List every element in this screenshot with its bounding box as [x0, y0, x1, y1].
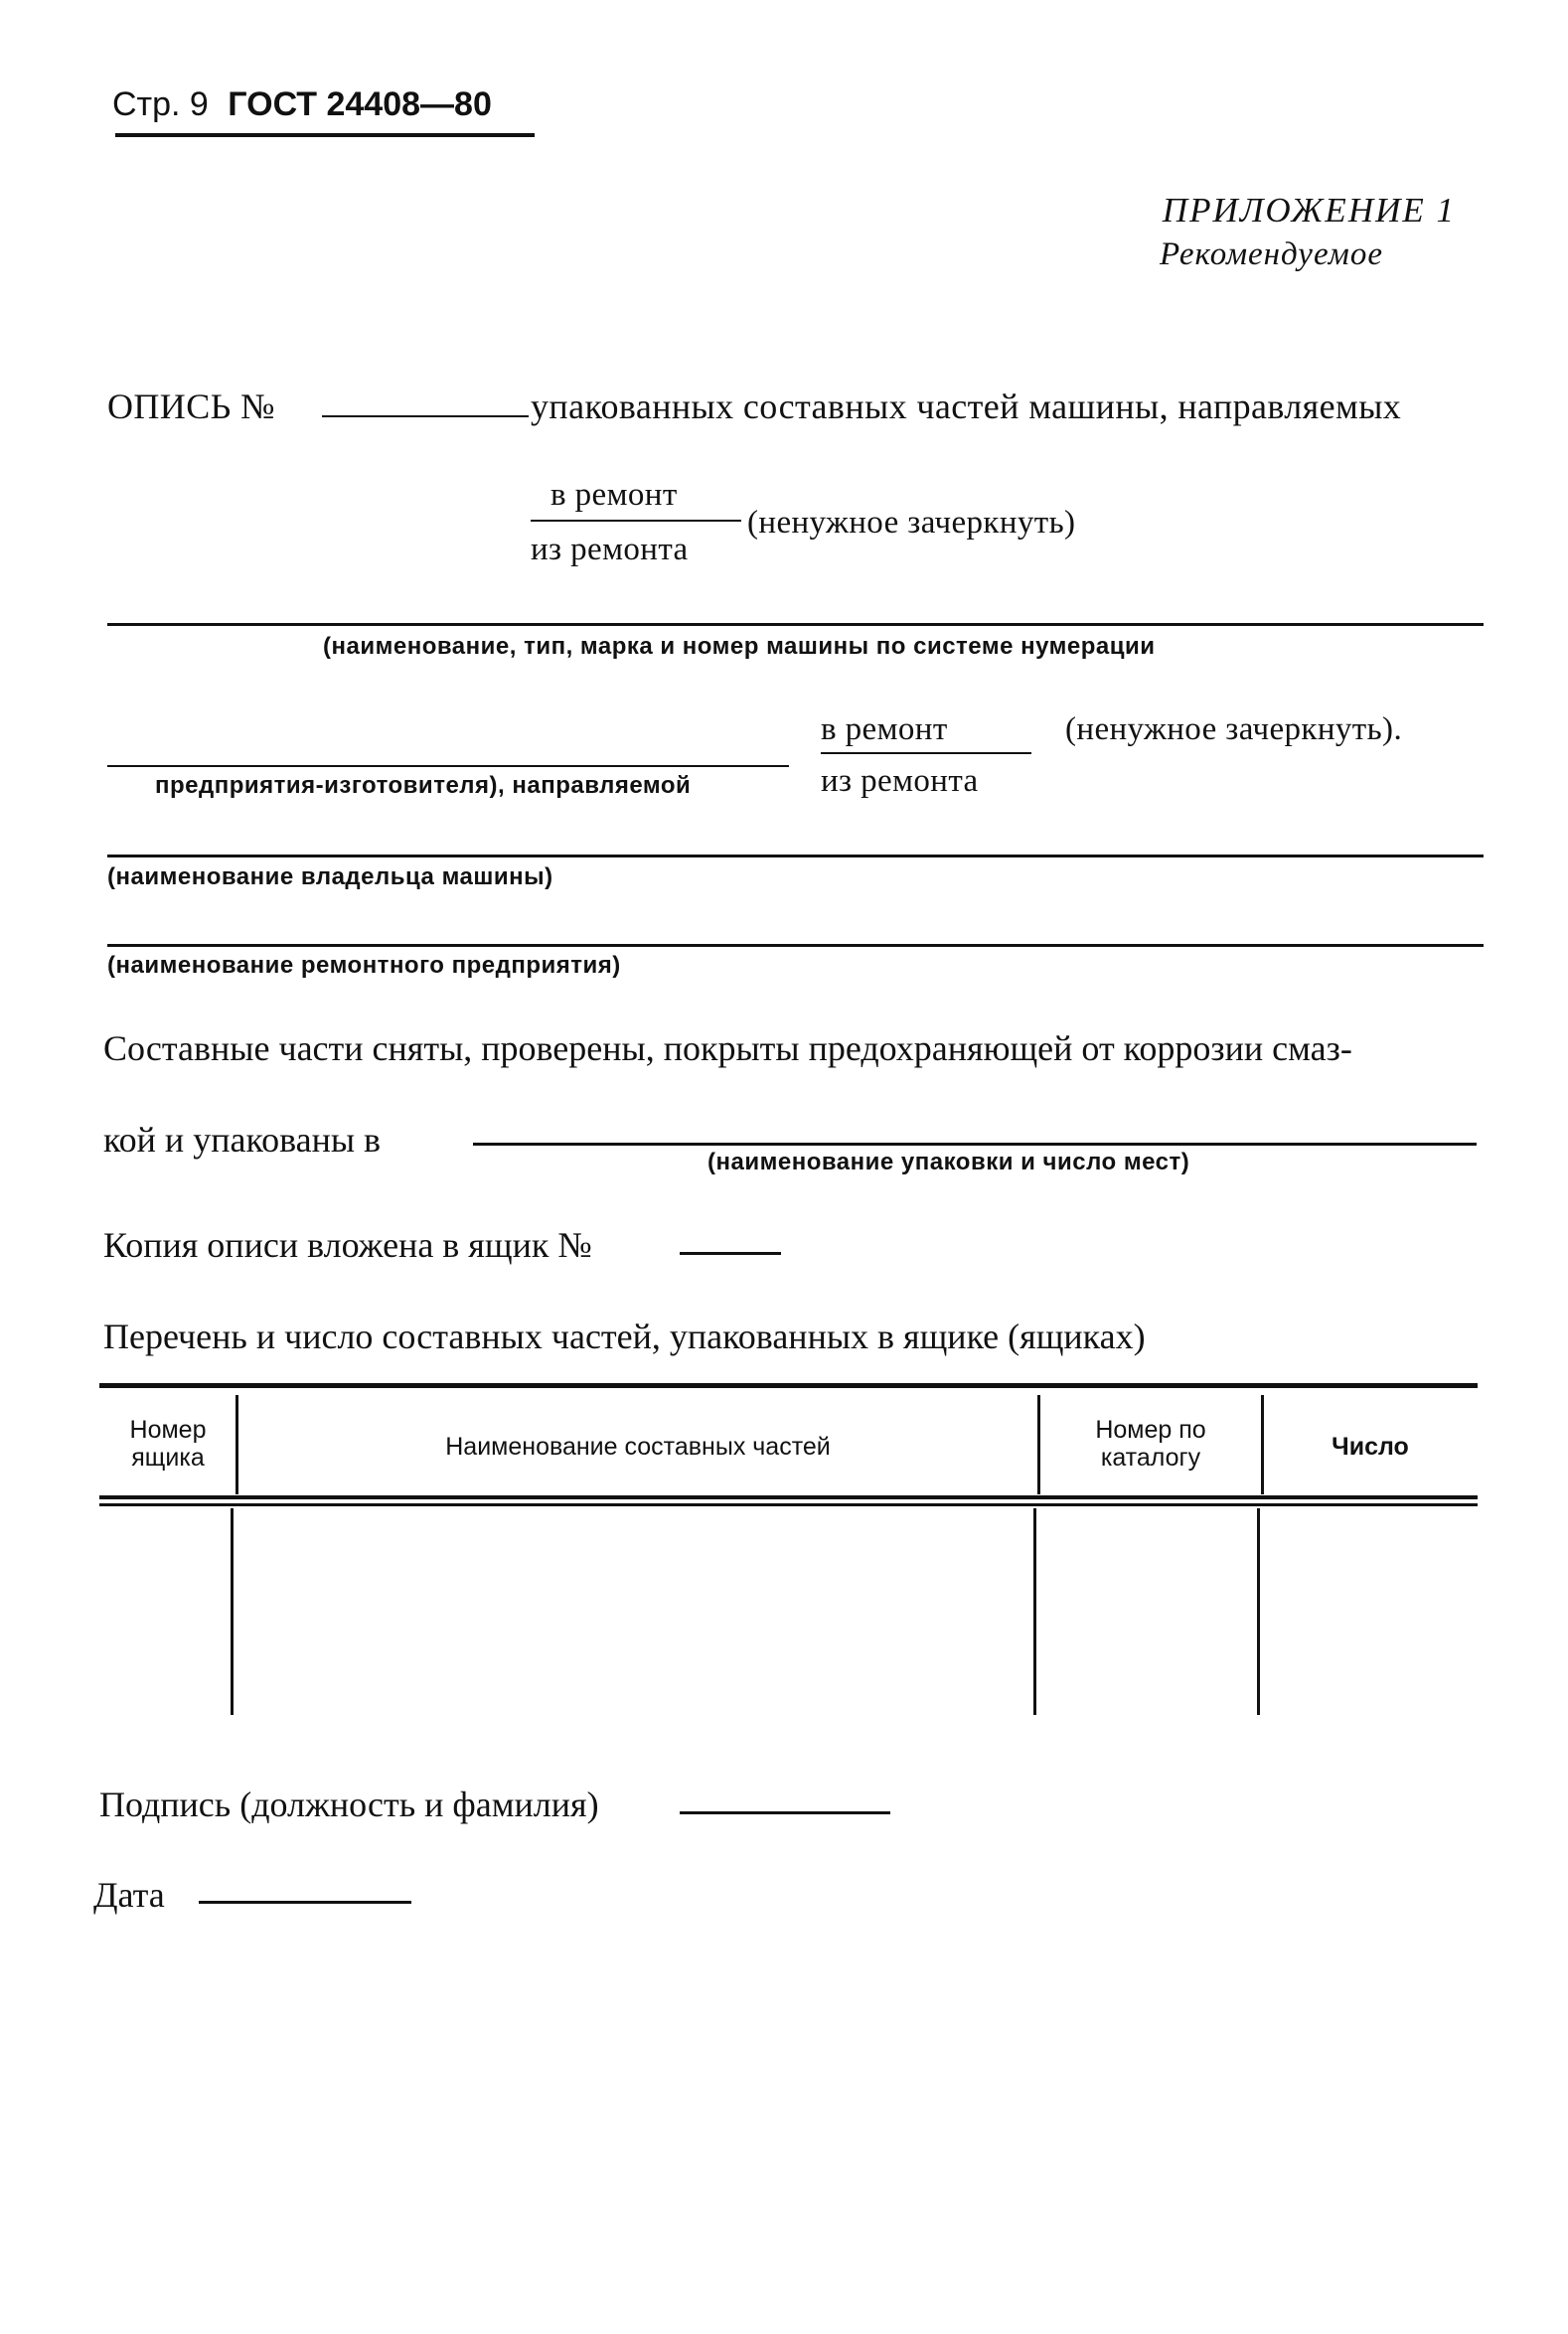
header-bottom-rule	[99, 1495, 1478, 1499]
box-number-field[interactable]	[680, 1252, 781, 1255]
signature-label: Подпись (должность и фамилия)	[99, 1785, 599, 1824]
packaging-field[interactable]	[473, 1143, 1477, 1146]
caption-enterprise: предприятия-изготовителя), направляемой	[155, 772, 692, 799]
paragraph-line-1: Составные части сняты, проверены, покрыты предохраняющей от коррозии смаз-	[103, 1028, 1352, 1068]
table-divider-2	[1037, 1395, 1040, 1494]
owner-field[interactable]	[107, 855, 1484, 857]
header-bottom-rule-2	[99, 1503, 1478, 1506]
caption-packaging: (наименование упаковки и число мест)	[707, 1149, 1190, 1175]
fraction-from-repair: из ремонта	[531, 532, 689, 567]
fraction2-from-repair: из ремонта	[821, 763, 979, 799]
paragraph-line-2: кой и упакованы в	[103, 1120, 382, 1160]
page-header	[112, 85, 492, 124]
header-rule	[115, 133, 535, 137]
copy-text: Копия описи вложена в ящик №	[103, 1225, 592, 1265]
inventory-label: ОПИСЬ №	[107, 387, 275, 426]
standard-number: ГОСТ 24408—80	[228, 85, 492, 123]
inventory-number-field[interactable]	[322, 415, 529, 417]
col-count-header: Число	[1332, 1433, 1409, 1461]
table-top-rule	[99, 1383, 1478, 1388]
caption-owner: (наименование владельца машины)	[107, 863, 553, 890]
body-divider-1	[231, 1508, 234, 1715]
col-name-header: Наименование составных частей	[445, 1433, 831, 1461]
appendix-status: Рекомендуемое	[1159, 236, 1383, 272]
list-title: Перечень и число составных частей, упакованных в ящике (ящиках)	[103, 1317, 1146, 1356]
inventory-description: упакованных составных частей машины, направляемых	[531, 387, 1402, 426]
repair-enterprise-field[interactable]	[107, 944, 1484, 947]
body-divider-3	[1257, 1508, 1260, 1715]
machine-name-field[interactable]	[107, 623, 1484, 626]
col-box-header: Номер ящика	[129, 1416, 207, 1472]
caption-machine: (наименование, тип, марка и номер машины по системе нумерации	[323, 633, 1156, 660]
body-divider-2	[1033, 1508, 1036, 1715]
fraction-bar	[531, 520, 741, 522]
signature-field[interactable]	[680, 1811, 890, 1814]
fraction2-to-repair: в ремонт	[821, 711, 948, 747]
fraction-to-repair: в ремонт	[550, 477, 678, 513]
table-divider-3	[1261, 1395, 1264, 1494]
page-number: Стр. 9	[112, 85, 209, 123]
caption-repair: (наименование ремонтного предприятия)	[107, 952, 621, 979]
table-divider-1	[235, 1395, 238, 1494]
date-field[interactable]	[199, 1901, 411, 1904]
strike-note: (ненужное зачеркнуть)	[747, 505, 1076, 541]
col-catalog-header: Номер по каталогу	[1095, 1416, 1206, 1472]
strike-note-2: (ненужное зачеркнуть).	[1065, 711, 1403, 747]
fraction2-bar	[821, 752, 1031, 754]
enterprise-field[interactable]	[107, 765, 789, 767]
appendix-title: ПРИЛОЖЕНИЕ 1	[1162, 191, 1456, 230]
date-label: Дата	[93, 1875, 165, 1915]
